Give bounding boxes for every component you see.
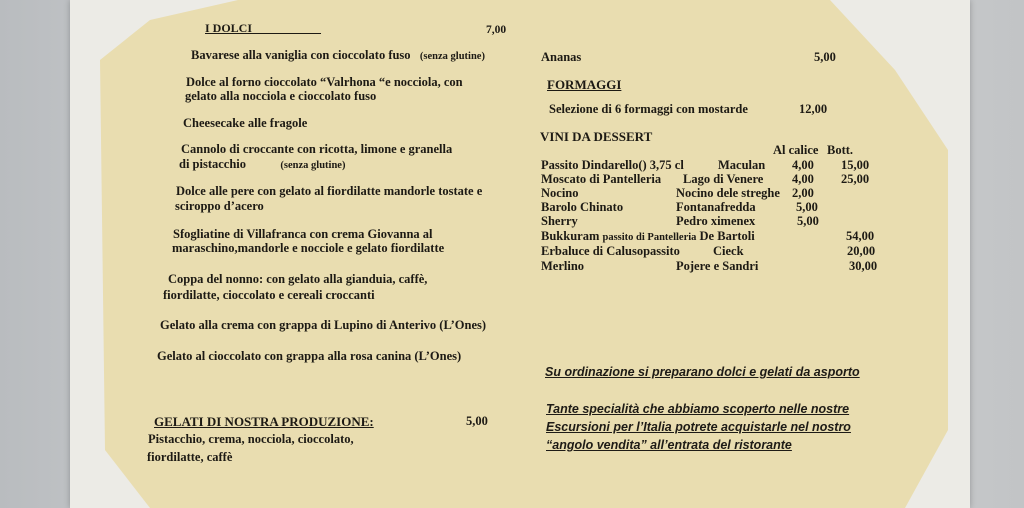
dolci-item: Bavarese alla vaniglia con cioccolato fuso (senza glutine) — [191, 48, 485, 62]
wine-calice: 2,00 — [792, 186, 814, 200]
dolci-item-line2: fiordilatte, cioccolato e cereali croccanti — [163, 288, 375, 302]
vini-col-bott: Bott. — [827, 143, 854, 157]
vini-title: VINI DA DESSERT — [540, 129, 653, 144]
wine-bott: 25,00 — [841, 172, 870, 186]
dolci-item: Sfogliatine di Villafranca con crema Giovanna al — [173, 227, 433, 241]
dolci-item: Dolce al forno cioccolato “Valrhona “e nocciola, con — [186, 75, 463, 89]
vini-col-calice: Al calice — [773, 143, 819, 157]
dolci-title: I DOLCI — [205, 21, 253, 35]
dolci-item: Dolce alle pere con gelato al fiordilatte mandorle tostate e — [176, 184, 483, 198]
wine-producer: Nocino dele streghe — [676, 186, 780, 200]
wine-producer: Maculan — [718, 158, 766, 172]
wine-name: Moscato di Pantelleria — [541, 172, 662, 186]
wine-producer: Cieck — [713, 244, 744, 258]
asporto-note: Su ordinazione si preparano dolci e gelati da asporto — [545, 365, 860, 379]
gelati-title: GELATI DI NOSTRA PRODUZIONE: — [154, 414, 374, 429]
wine-producer: Fontanafredda — [676, 200, 756, 214]
wine-name: Sherry — [541, 214, 578, 228]
gelati-price: 5,00 — [466, 414, 488, 428]
wine-producer: Pojere e Sandri — [676, 259, 759, 273]
wine-calice: 5,00 — [796, 200, 818, 214]
dolci-item: Coppa del nonno: con gelato alla gianduia, caffè, — [168, 272, 428, 286]
wine-bott: 20,00 — [847, 244, 876, 258]
dolci-item-line2: maraschino,mandorle e nocciole e gelato fiordilatte — [172, 241, 445, 255]
dolci-price: 7,00 — [486, 24, 507, 36]
dolci-item-line2: gelato alla nocciola e cioccolato fuso — [185, 89, 377, 103]
wine-calice: 4,00 — [792, 158, 814, 172]
wine-name: Merlino — [541, 259, 585, 273]
dolci-item: Gelato alla crema con grappa di Lupino di Anterivo (L’Ones) — [160, 318, 487, 332]
wine-name: Barolo Chinato — [541, 200, 624, 214]
wine-bott: 30,00 — [849, 259, 878, 273]
wine-name: Bukkuram passito di Pantelleria De Bartoli — [541, 229, 755, 243]
dolci-item-line2: di pistacchio (senza glutine) — [179, 157, 346, 171]
wine-bott: 54,00 — [846, 229, 875, 243]
wine-producer: Lago di Venere — [683, 172, 764, 186]
wine-name: Passito Dindarello() 3,75 cl — [541, 158, 684, 172]
ananas-label: Ananas — [541, 50, 582, 64]
gelati-flavors-line2: fiordilatte, caffè — [147, 450, 233, 464]
wine-bott: 15,00 — [841, 158, 870, 172]
wine-calice: 5,00 — [797, 214, 819, 228]
dolci-item: Gelato al cioccolato con grappa alla rosa canina (L’Ones) — [157, 349, 462, 363]
wine-calice: 4,00 — [792, 172, 814, 186]
specialita-note-line2: Escursioni per l’Italia potrete acquistarle nel nostro — [546, 420, 851, 434]
wine-name: Nocino — [541, 186, 579, 200]
dolci-item: Cannolo di croccante con ricotta, limone e granella — [181, 142, 453, 156]
formaggi-title: FORMAGGI — [547, 77, 622, 92]
dolci-item: Cheesecake alle fragole — [183, 116, 308, 130]
wine-name: Erbaluce di Calusopassito — [541, 244, 680, 258]
specialita-note-line1: Tante specialità che abbiamo scoperto nelle nostre — [546, 402, 850, 416]
formaggi-price: 12,00 — [799, 102, 828, 116]
wine-producer: Pedro ximenex — [676, 214, 756, 228]
gelati-flavors: Pistacchio, crema, nocciola, cioccolato, — [148, 432, 354, 446]
ananas-price: 5,00 — [814, 50, 836, 64]
dolci-item-line2: sciroppo d’acero — [175, 199, 264, 213]
specialita-note-line3: “angolo vendita” all’entrata del ristorante — [546, 438, 792, 452]
formaggi-item: Selezione di 6 formaggi con mostarde — [549, 102, 748, 116]
